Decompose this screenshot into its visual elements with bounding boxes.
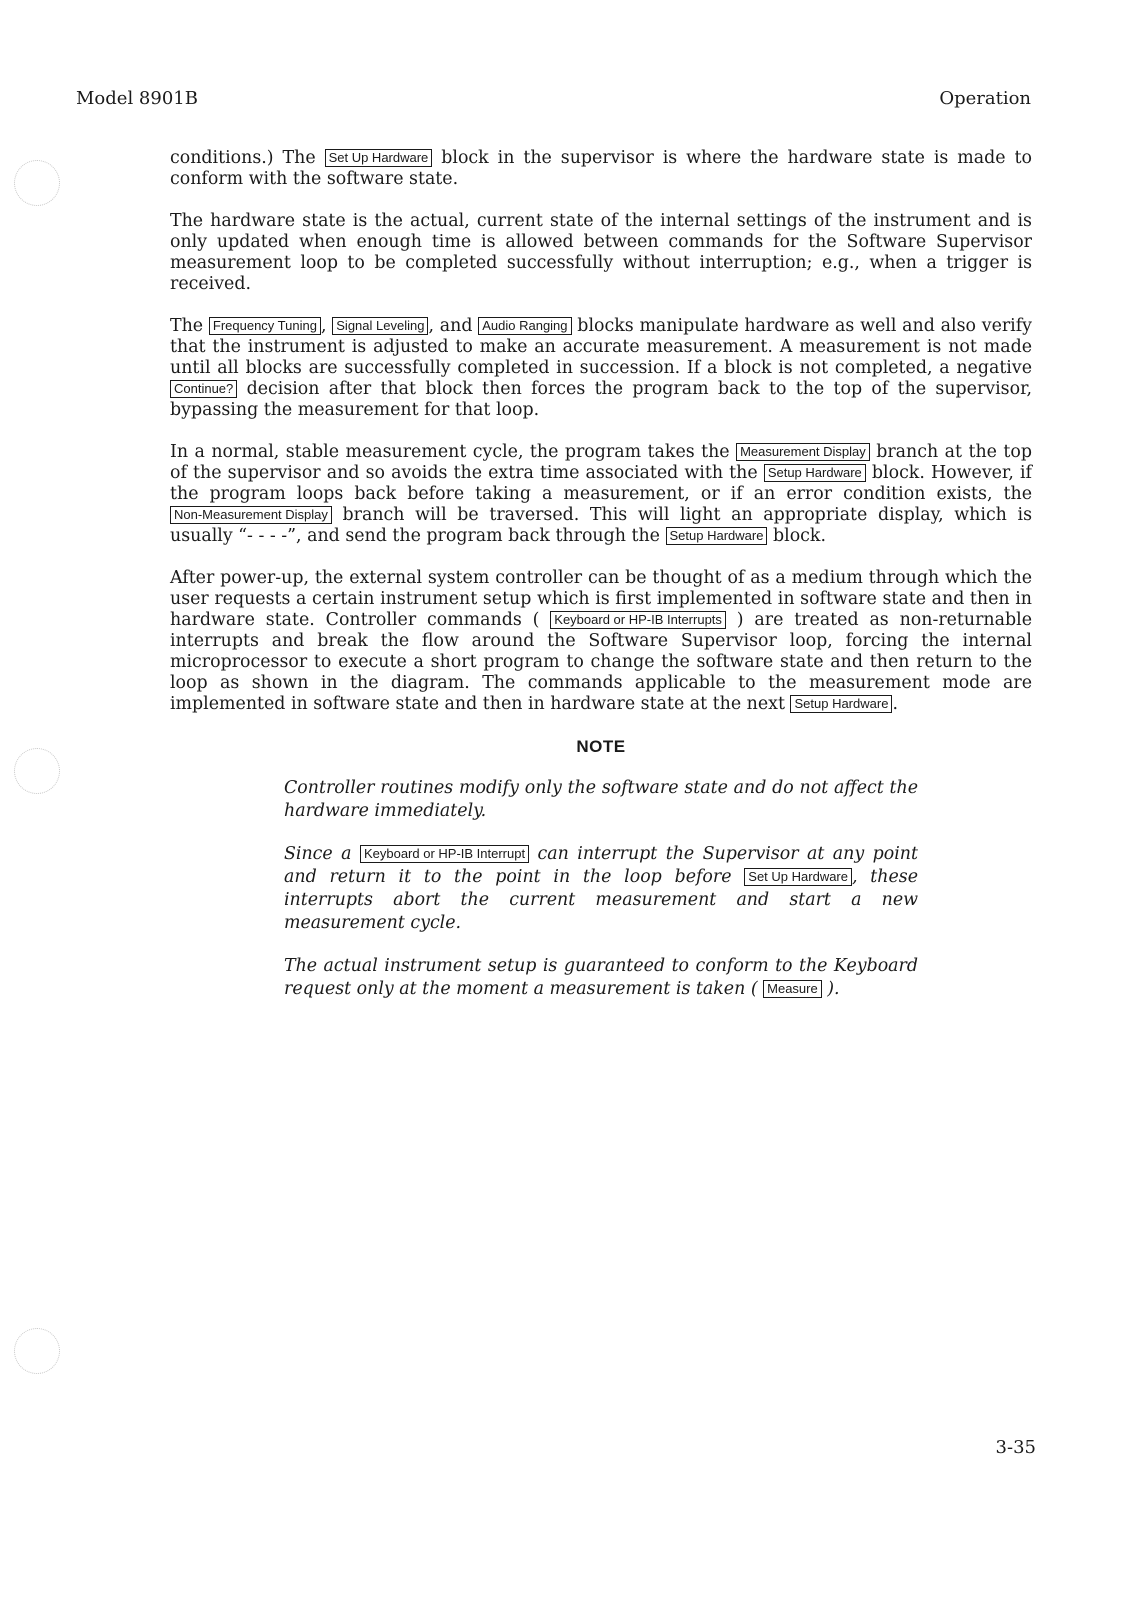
text-run: In a normal, stable measurement cycle, the program takes the: [170, 442, 737, 462]
block-label-setup-hardware: Setup Hardware: [790, 695, 892, 713]
text-run: After power-up, the external system controller can be thought of as a medium through which the user requests a certain instrument setup which is first implemented in software state and then in hardware state. Controller commands (: [170, 568, 1032, 630]
note-body: [284, 777, 918, 1001]
block-label-measurement-display: Measurement Display: [736, 443, 870, 461]
paragraph-hardware-state: [170, 211, 1032, 295]
text-run: .: [892, 694, 898, 714]
note-paragraph: [284, 777, 918, 823]
note-paragraph: [284, 955, 918, 1001]
text-run: ).: [821, 979, 840, 999]
block-label-signal-leveling: Signal Leveling: [332, 317, 428, 335]
note-paragraph: [284, 843, 918, 935]
header-section: Operation: [939, 88, 1031, 109]
text-run: block in the supervisor is where the hardware state is made to conform with the software state.: [170, 148, 1033, 189]
text-run: The hardware state is the actual, current state of the internal settings of the instrument and is only updated when enough time is allowed between commands for the Software Supervisor measurement loop to be completed successfully without interruption; e.g., when a trigger is received.: [170, 211, 1032, 294]
text-run: blocks manipulate hardware as well and also verify that the instrument is adjusted to make an accurate measurement. A measurement is not made until all blocks are successfully completed in succession. If a block is not completed, a negative: [170, 316, 1032, 378]
paragraph-controller-commands: [170, 568, 1032, 715]
block-label-set-up-hardware: Set Up Hardware: [325, 149, 433, 167]
binder-hole-mark: [14, 160, 60, 206]
page-number: 3-35: [995, 1437, 1036, 1458]
text-run: can interrupt the Supervisor at any point and return it to the point in the loop before: [284, 844, 918, 887]
text-run: conditions.) The: [170, 148, 325, 168]
text-run: The: [170, 316, 209, 336]
paragraph-measurement-cycle: [170, 442, 1032, 547]
block-label-setup-hardware: Setup Hardware: [666, 527, 768, 545]
block-label-frequency-tuning: Frequency Tuning: [209, 317, 321, 335]
block-label-keyboard-or-hpib-interrupt: Keyboard or HP-IB Interrupt: [360, 845, 529, 863]
paragraph-set-up-hardware: [170, 148, 1032, 190]
text-run: block. However, if the program loops back before taking a measurement, or if an error condition exists, the: [170, 463, 1032, 504]
block-label-measure: Measure: [763, 980, 822, 998]
text-run: ,: [320, 316, 333, 336]
text-run: Since a: [284, 844, 360, 864]
text-run: Controller routines modify only the software state and do not affect the hardware immediately.: [284, 778, 918, 821]
block-label-audio-ranging: Audio Ranging: [478, 317, 571, 335]
block-label-setup-hardware: Setup Hardware: [764, 464, 866, 482]
paragraph-blocks: [170, 316, 1032, 421]
block-label-keyboard-or-hpib-interrupts: Keyboard or HP-IB Interrupts: [550, 611, 726, 629]
block-label-non-measurement-display: Non-Measurement Display: [170, 506, 332, 524]
text-run: decision after that block then forces the program back to the top of the supervisor, bypassing the measurement for that loop.: [170, 379, 1032, 420]
binder-hole-mark: [14, 748, 60, 794]
text-run: , these interrupts abort the current measurement and start a new measurement cycle.: [284, 867, 918, 933]
body-text: [170, 148, 1032, 1021]
text-run: branch at the top of the supervisor and so avoids the extra time associated with the: [170, 442, 1032, 483]
header-model: Model 8901B: [76, 88, 198, 109]
text-run: , and: [428, 316, 479, 336]
note-title: NOTE: [576, 737, 626, 756]
text-run: ) are treated as non-returnable interrupts and break the flow around the Software Supervisor loop, forcing the internal microprocessor to execute a short program to change the software state and then return to the loop as shown in the diagram. The commands applicable to the measurement mode are implemented in software state and then in hardware state at the next: [170, 610, 1032, 714]
binder-hole-mark: [14, 1328, 60, 1374]
block-label-set-up-hardware: Set Up Hardware: [744, 868, 852, 886]
block-label-continue: Continue?: [170, 380, 237, 398]
text-run: The actual instrument setup is guaranteed to conform to the Keyboard request only at the moment a measurement is taken (: [284, 956, 918, 999]
text-run: branch will be traversed. This will light an appropriate display, which is usually “- - - -”, and send the program back through the: [170, 505, 1032, 546]
text-run: block.: [767, 526, 826, 546]
